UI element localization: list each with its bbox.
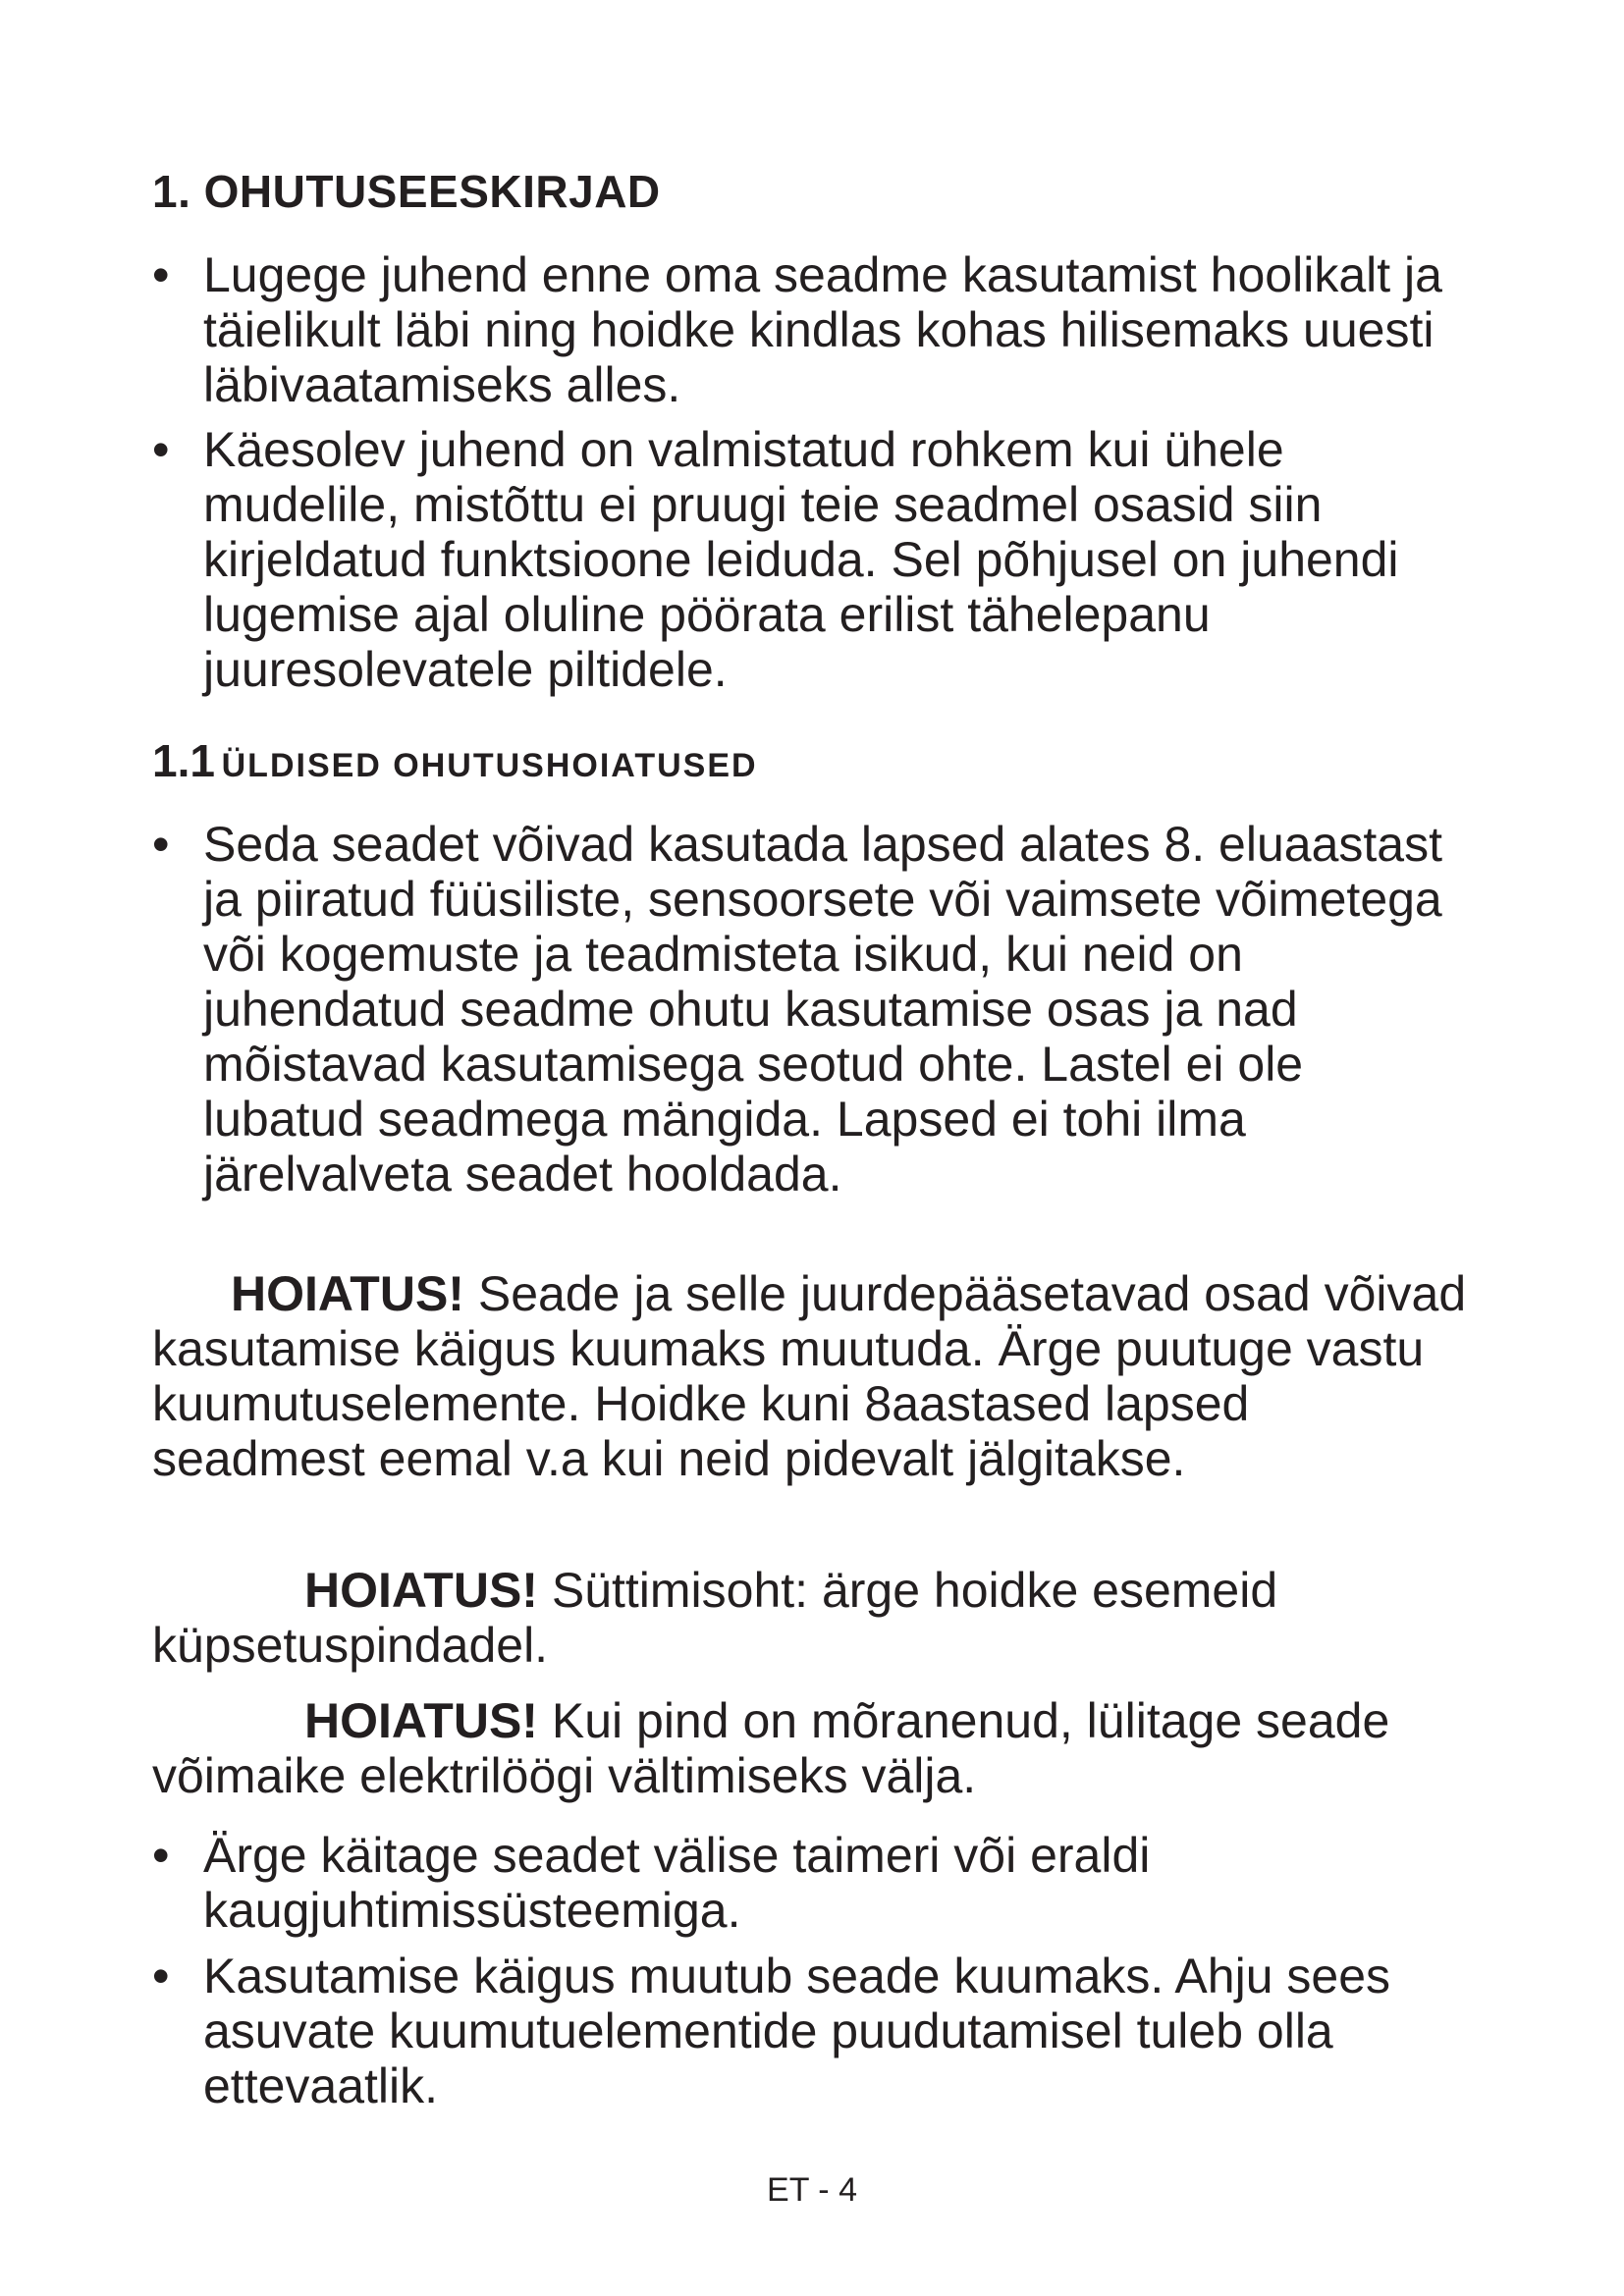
list-item-text: Kasutamise käigus muutub seade kuumaks. Ahju sees asuvate kuumutuelementide puudutamisel tuleb olla ettevaatlik.: [203, 1949, 1391, 2113]
list-item: [152, 817, 1468, 1201]
bullet-icon: •: [152, 1949, 170, 2003]
list-item-text: Käesolev juhend on valmistatud rohkem kui ühele mudelile, mistõttu ei pruugi teie seadmel osasid siin kirjeldatud funktsioone leiduda. Sel põhjusel on juhendi lugemise ajal oluline pöörata erilist tähelepanu juuresolevatele piltidele.: [203, 422, 1399, 697]
subsection-title: [152, 734, 758, 787]
page-number: ET - 4: [767, 2171, 857, 2209]
subsection-heading: ÜLDISED OHUTUSHOIATUSED: [221, 747, 758, 784]
bullet-icon: •: [152, 817, 170, 872]
warning-text: Süttimisoht: ärge hoidke esemeid küpsetuspindadel.: [152, 1563, 1278, 1673]
warning-paragraph: [152, 1563, 1468, 1673]
list-item: [152, 1949, 1468, 2113]
warning-label: HOIATUS!: [304, 1693, 538, 1748]
warning-paragraph: [152, 1693, 1468, 1803]
list-item-text: Ärge käitage seadet välise taimeri või eraldi kaugjuhtimissüsteemiga.: [203, 1828, 1151, 1938]
warning-paragraph: [152, 1266, 1468, 1486]
list-item: [152, 247, 1468, 412]
warning-text: Seade ja selle juurdepääsetavad osad võivad kasutamise käigus kuumaks muutuda. Ärge puutuge vastu kuumutuselemente. Hoidke kuni 8aastased lapsed seadmest eemal v.a kui neid pidevalt jälgitakse.: [152, 1266, 1467, 1486]
warning-label: HOIATUS!: [304, 1563, 538, 1618]
list-item-text: Lugege juhend enne oma seadme kasutamist hoolikalt ja täielikult läbi ning hoidke kindlas kohas hilisemaks uuesti läbivaatamiseks alles.: [203, 247, 1442, 412]
warning-label: HOIATUS!: [231, 1266, 464, 1321]
list-item-text: Seda seadet võivad kasutada lapsed alates 8. eluaastast ja piiratud füüsiliste, sensoorsete või vaimsete võimetega või kogemuste ja teadmisteta isikud, kui neid on juhendatud seadme ohutu kasutamise osas ja nad mõistavad kasutamisega seotud ohte. Lastel ei ole lubatud seadmega mängida. Lapsed ei tohi ilma järelvalveta seadet hooldada.: [203, 817, 1442, 1201]
subsection-number: 1.1: [152, 735, 215, 786]
list-item: [152, 422, 1468, 697]
bullet-icon: •: [152, 247, 170, 302]
section-title: 1. OHUTUSEESKIRJAD: [152, 166, 661, 217]
bullet-icon: •: [152, 422, 170, 477]
bullet-icon: •: [152, 1828, 170, 1883]
list-item: [152, 1828, 1468, 1938]
warning-text: Kui pind on mõranenud, lülitage seade võimaike elektrilöögi vältimiseks välja.: [152, 1693, 1390, 1803]
